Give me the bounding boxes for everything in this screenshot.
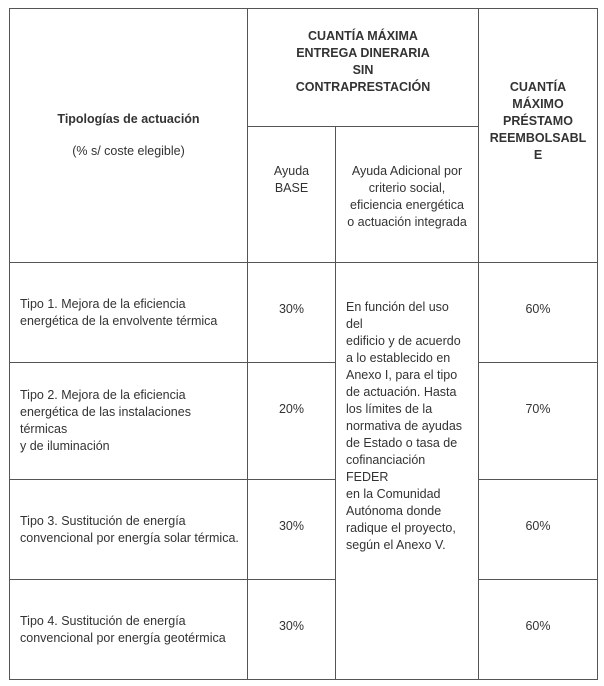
- adicional-line: en la Comunidad: [346, 487, 441, 501]
- table-row: [10, 580, 598, 680]
- table-row: [10, 263, 598, 363]
- header-tipologias-cell: [10, 9, 248, 263]
- header-ayuda-adicional-line: Ayuda Adicional por: [351, 164, 463, 178]
- tipo-4-base: 30%: [278, 619, 305, 633]
- adicional-line: según el Anexo V.: [346, 538, 446, 552]
- adicional-line: radique el proyecto,: [346, 521, 456, 535]
- tipo-1-line: Tipo 1. Mejora de la eficiencia: [20, 296, 186, 311]
- header-ayuda-adicional-cell: [336, 127, 479, 263]
- table-row: [10, 480, 598, 580]
- tipo-4-base-cell: [248, 580, 336, 680]
- table-row: [10, 363, 598, 480]
- header-ayuda-base-line: Ayuda: [273, 164, 310, 178]
- tipo-2-prestamo-cell: [479, 363, 598, 480]
- adicional-line: En función del uso del: [346, 300, 449, 331]
- header-prestamo-line: REEMBOLSABL: [489, 131, 587, 145]
- tipo-2-line: energética de las instalaciones térmicas: [20, 405, 191, 436]
- header-entrega-dineraria: CUANTÍA MÁXIMA ENTREGA DINERARIA SIN CONTRAPRESTACIÓN: [295, 28, 431, 94]
- tipo-1-prestamo-cell: [479, 263, 598, 363]
- tipo-1-base-cell: [248, 263, 336, 363]
- header-prestamo-cell: [479, 9, 598, 263]
- tipo-4-cell: [10, 580, 248, 680]
- tipo-4-prestamo-cell: [479, 580, 598, 680]
- header-ayuda-adicional-line: o actuación integrada: [347, 215, 467, 229]
- header-entrega-cell: [248, 9, 479, 127]
- adicional-line: edificio y de acuerdo: [346, 334, 461, 348]
- adicional-line: de Estado o tasa de: [346, 436, 458, 450]
- tipo-4-prestamo: 60%: [525, 619, 551, 633]
- header-ayuda-base-line: BASE: [274, 181, 309, 195]
- tipo-2-prestamo: 70%: [525, 402, 551, 416]
- header-coste-elegible: (% s/ coste elegible): [72, 144, 185, 158]
- adicional-line: de actuación. Hasta: [346, 385, 457, 399]
- tipo-3-cell: [10, 480, 248, 580]
- header-ayuda-adicional-line: criterio social,: [368, 181, 446, 195]
- adicional-line: a lo establecido en: [346, 351, 451, 365]
- tipo-3-base-cell: [248, 480, 336, 580]
- tipo-4-line: convencional por energía geotérmica: [20, 630, 226, 645]
- header-tipologias: Tipologías de actuación: [57, 112, 200, 126]
- tipo-1-line: energética de la envolvente térmica: [20, 313, 218, 328]
- tipo-3-prestamo-cell: [479, 480, 598, 580]
- adicional-line: normativa de ayudas: [346, 419, 463, 433]
- tipo-3-line: Tipo 3. Sustitución de energía: [20, 513, 186, 528]
- adicional-line: los límites de la: [346, 402, 433, 416]
- tipo-1-cell: [10, 263, 248, 363]
- tipo-3-base: 30%: [278, 519, 305, 533]
- tipo-2-line: y de iluminación: [20, 439, 110, 453]
- tipo-2-base-cell: [248, 363, 336, 480]
- header-prestamo-line: E: [533, 148, 543, 162]
- tipo-2-cell: [10, 363, 248, 480]
- tipo-4-line: Tipo 4. Sustitución de energía: [20, 613, 186, 628]
- tipo-3-prestamo: 60%: [525, 519, 551, 533]
- header-prestamo-line: MÁXIMO: [512, 97, 564, 111]
- ayudas-table: [9, 8, 598, 680]
- header-ayuda-adicional-line: eficiencia energética: [350, 198, 464, 212]
- tipo-2-base: 20%: [278, 402, 305, 416]
- header-prestamo-line: CUANTÍA: [509, 80, 567, 94]
- tipo-1-base: 30%: [278, 302, 305, 316]
- tipo-2-line: Tipo 2. Mejora de la eficiencia: [20, 388, 186, 402]
- tipo-3-line: convencional por energía solar térmica.: [20, 530, 239, 545]
- header-ayuda-base-cell: [248, 127, 336, 263]
- adicional-line: cofinanciación FEDER: [346, 453, 426, 484]
- tipo-1-prestamo: 60%: [525, 302, 551, 316]
- ayuda-adicional-cell: [336, 263, 479, 680]
- adicional-line: Autónoma donde: [346, 504, 442, 518]
- header-prestamo-line: PRÉSTAMO: [503, 114, 573, 128]
- adicional-line: Anexo I, para el tipo: [346, 368, 458, 382]
